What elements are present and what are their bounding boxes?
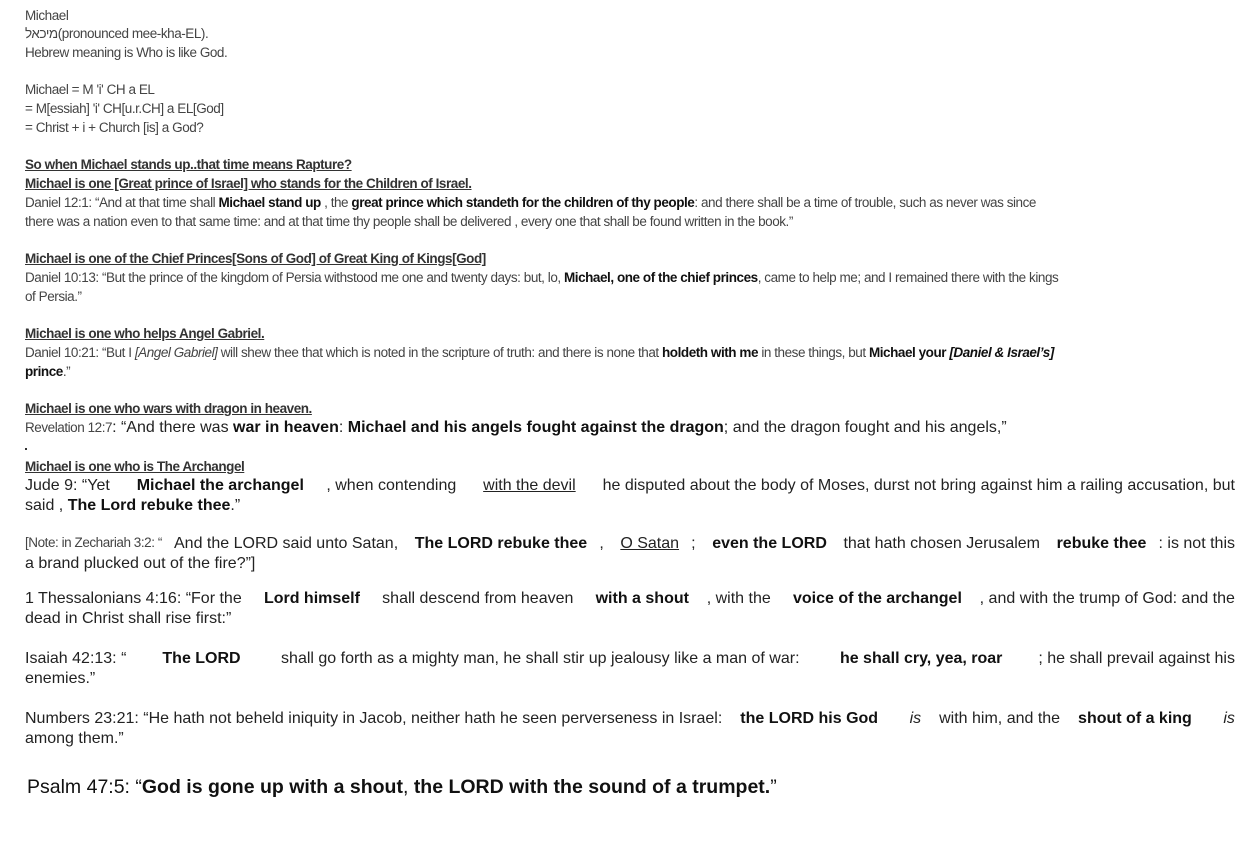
meaning-line: Hebrew meaning is Who is like God.	[25, 45, 228, 60]
isaiah-line-1: Isaiah 42:13: “ The LORD shall go forth as a mighty man, he shall stir up jealousy like a man of war: he shall cry, yea, roar ; he shall prevail against his	[25, 650, 1235, 667]
acrostic-line-2: = M[essiah] 'i' CH[u.r.CH] a EL[God]	[25, 101, 224, 116]
section1-heading: Michael is one [Great prince of Israel] who stands for the Children of Israel.	[25, 176, 472, 191]
daniel-10-13-line-2: of Persia.”	[25, 289, 82, 304]
numbers-line-1: Numbers 23:21: “He hath not beheld iniquity in Jacob, neither hath he seen perverseness in Israel: the LORD his God is with him, and the shout of a king is	[25, 710, 1235, 727]
stray-dot	[25, 448, 27, 450]
daniel-12-1-line-1: Daniel 12:1: “And at that time shall Michael stand up , the great prince which standeth for the children of thy people: and there shall be a time of trouble, such as never was since	[25, 195, 1036, 210]
acrostic-line-3: = Christ + i + Church [is] a God?	[25, 120, 204, 135]
jude-9-line-1: Jude 9: “Yet Michael the archangel , when contending with the devil he disputed about the body of Moses, durst not bring against him a railing accusation, but	[25, 477, 1235, 494]
pronunciation: (pronounced mee-kha-EL).	[57, 26, 209, 41]
revelation-12-7-line: Revelation 12:7: “And there was war in heaven: Michael and his angels fought against the dragon; and the dragon fought and his angels,”	[25, 419, 1007, 436]
daniel-10-21-line-1: Daniel 10:21: “But I [Angel Gabriel] will shew thee that which is noted in the scripture of truth: and there is none that holdeth with me in these things, but Michael your [Daniel & Israel’s]	[25, 345, 1054, 360]
hebrew-word: מיכאל	[25, 26, 58, 41]
daniel-10-13-line-1: Daniel 10:13: “But the prince of the kingdom of Persia withstood me one and twenty days: but, lo, Michael, one of the chief princes, came to help me; and I remained there with the kings	[25, 270, 1059, 285]
name-line: Michael	[25, 8, 69, 23]
section3-heading: Michael is one who helps Angel Gabriel.	[25, 326, 265, 341]
daniel-12-1-line-2: there was a nation even to that same time: and at that time thy people shall be delivered , every one that shall be found written in the book.”	[25, 214, 793, 229]
thessalonians-line-1: 1 Thessalonians 4:16: “For the Lord himself shall descend from heaven with a shout , with the voice of the archangel , and with the trump of God: and the	[25, 590, 1235, 607]
jude-9-line-2: said , The Lord rebuke thee.”	[25, 497, 241, 514]
rapture-heading: So when Michael stands up..that time means Rapture?	[25, 157, 352, 172]
numbers-line-2: among them.”	[25, 730, 124, 747]
thessalonians-line-2: dead in Christ shall rise first:”	[25, 610, 232, 627]
section5-heading: Michael is one who is The Archangel	[25, 459, 245, 474]
psalm-47-5-line: Psalm 47:5: “God is gone up with a shout, the LORD with the sound of a trumpet.”	[27, 776, 777, 798]
hebrew-line	[25, 26, 208, 41]
daniel-10-21-line-2: prince.”	[25, 364, 71, 379]
note-line-1: [Note: in Zechariah 3:2: “ And the LORD said unto Satan, The LORD rebuke thee , O Satan ; even the LORD that hath chosen Jerusalem rebuke thee : is not this	[25, 535, 1235, 552]
section4-heading: Michael is one who wars with dragon in heaven.	[25, 401, 312, 416]
acrostic-line-1: Michael = M 'i' CH a EL	[25, 82, 155, 97]
note-line-2: a brand plucked out of the fire?”]	[25, 555, 256, 572]
section2-heading: Michael is one of the Chief Princes[Sons of God] of Great King of Kings[God]	[25, 251, 486, 266]
isaiah-line-2: enemies.”	[25, 670, 96, 687]
